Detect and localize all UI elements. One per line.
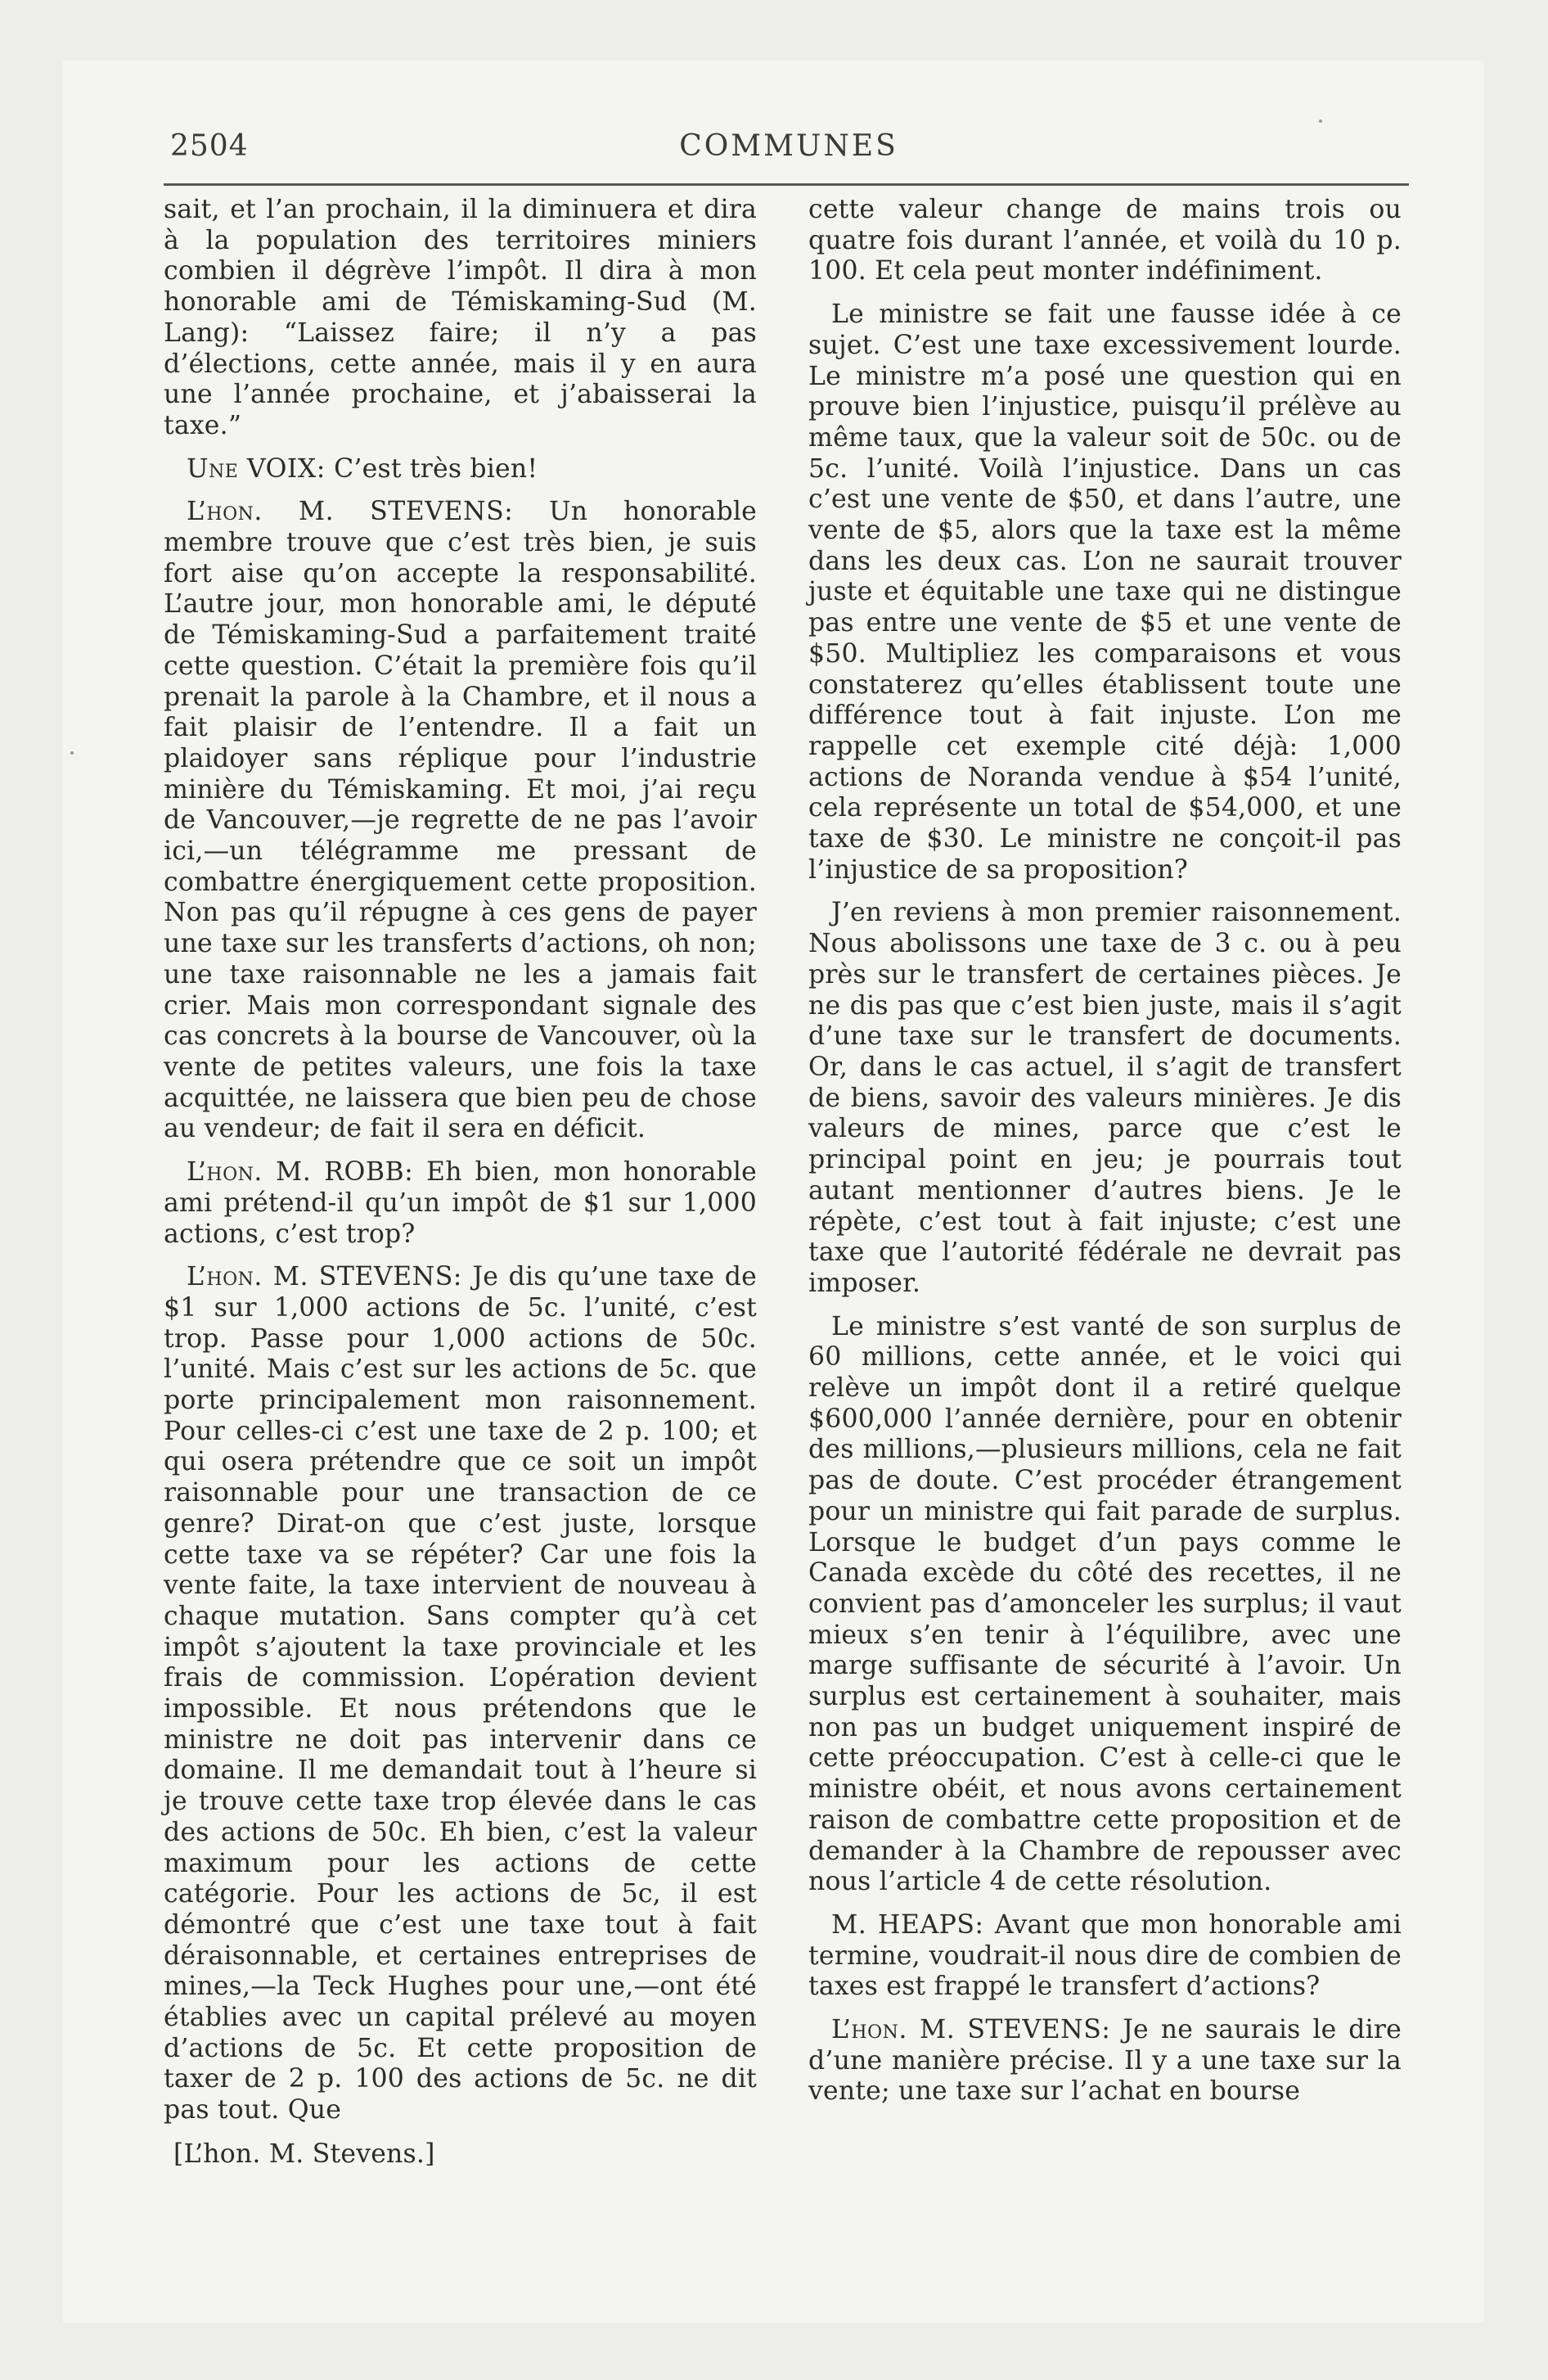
paragraph: [164, 1157, 757, 1250]
paragraph-text: Je ne saurais le dire d’une manière précise. Il y a une taxe sur la vente; une taxe sur l’achat en bourse: [808, 2015, 1402, 2107]
paragraph: [164, 454, 757, 485]
paragraph: [808, 1312, 1402, 1898]
right-column: [808, 195, 1402, 2120]
page-number: 2504: [170, 129, 249, 163]
paragraph: [808, 898, 1402, 1299]
paragraph-text: Avant que mon honorable ami termine, voudrait-il nous dire de combien de taxes est frappé le transfert d’actions?: [808, 1909, 1402, 2002]
paragraph: [808, 2015, 1402, 2107]
paragraph-text: Eh bien, mon honorable ami prétend-il qu’un impôt de $1 sur 1,000 actions, c’est trop?: [164, 1157, 758, 1249]
speaker-name: L’hon. M. STEVENS:: [831, 2015, 1111, 2045]
paragraph: [164, 497, 757, 1145]
speaker-name: L’hon. M. ROBB:: [187, 1157, 414, 1188]
paragraph-text: sait, et l’an prochain, il la diminuera et dira à la population des territoires miniers combien il dégrève l’impôt. Il dira à mon honorable ami de Témiskaming-Sud (M. Lang): “Laissez faire; il n’y a pas d’élections, cette année, mais il y en aura une l’année prochaine, et j’abaisserai la taxe.”: [164, 195, 757, 440]
speaker-name: Une VOIX:: [187, 453, 326, 484]
page-header: [165, 123, 1412, 172]
paragraph-text: cette valeur change de mains trois ou quatre fois durant l’année, et voilà du 10 p. 100. Et cela peut monter indéfiniment.: [808, 195, 1402, 286]
paragraph-text: Le ministre se fait une fausse idée à ce sujet. C’est une taxe excessivement lourde. Le ministre m’a posé une question qui en prouve bien l’injustice, puisqu’il prélève au même taux, que la valeur soit de 50c. ou de 5c. l’unité. Voilà l’injustice. Dans un cas c’est une vente de $50, et dans l’autre, une vente de $5, alors que la taxe est la même dans les deux cas. L’on ne saurait trouver juste et équitable une taxe qui ne distingue pas entre une vente de $5 et une vente de $50. Multipliez les comparaisons et vous constaterez qu’elles établissent toute une différence tout à fait injuste. L’on me rappelle cet exemple cité déjà: 1,000 actions de Noranda vendue à $54 l’unité, cela représente un total de $54,000, et une taxe de $30. Le ministre ne conçoit-il pas l’injustice de sa proposition?: [808, 300, 1402, 885]
scan-speck: [70, 751, 74, 755]
paragraph-text: Un honorable membre trouve que c’est très bien, je suis fort aise qu’on accepte la responsabilité. L’autre jour, mon honorable ami, le député de Témiskaming-Sud a parfaitement traité cette question. C’était la première fois qu’il prenait la parole à la Chambre, et il nous a fait plaisir de l’entendre. Il a fait un plaidoyer sans réplique pour l’industrie minière du Témiskaming. Et moi, j’ai reçu de Vancouver,—je regrette de ne pas l’avoir ici,—un télégramme me pressant de combattre énergiquement cette proposition. Non pas qu’il répugne à ces gens de payer une taxe sur les transferts d’actions, oh non; une taxe raisonnable ne les a jamais fait crier. Mais mon correspondant signale des cas concrets à la bourse de Vancouver, où la vente de petites valeurs, une fois la taxe acquittée, ne laissera que bien peu de chose au vendeur; de fait il sera en déficit.: [164, 497, 757, 1144]
speaker-name: L’hon. M. STEVENS:: [187, 497, 514, 527]
speaker-name: M. HEAPS:: [831, 1909, 984, 1940]
paragraph-text: J’en reviens à mon premier raisonnement. Nous abolissons une taxe de 3 c. ou à peu près sur le transfert de certaines pièces. Je ne dis pas que c’est bien juste, mais il s’agit d’une taxe sur le transfert de documents. Or, dans le cas actuel, il s’agit de transfert de biens, savoir des valeurs minières. Je dis valeurs de mines, parce que c’est le principal point en jeu; je pourrais tout autant mentionner d’autres biens. Je le répète, c’est tout à fait injuste; c’est une taxe que l’autorité fédérale ne devrait pas imposer.: [808, 898, 1402, 1298]
paragraph: [808, 195, 1402, 287]
paragraph-text: C’est très bien!: [334, 453, 538, 484]
scan-speck: [1319, 119, 1322, 123]
paragraph: [164, 1262, 757, 2126]
running-head: COMMUNES: [679, 129, 898, 163]
left-column: [164, 195, 757, 2183]
speaker-footer: [L’hon. M. Stevens.]: [173, 2139, 435, 2169]
header-rule: [164, 183, 1409, 186]
speaker-name: L’hon. M. STEVENS:: [187, 1262, 462, 1292]
paragraph-text: Je dis qu’une taxe de $1 sur 1,000 actions de 5c. l’unité, c’est trop. Passe pour 1,000 actions de 50c. l’unité. Mais c’est sur les actions de 5c. que porte principalement mon raisonnement. Pour celles-ci c’est une taxe de 2 p. 100; et qui osera prétendre que ce soit un impôt raisonnable pour une transaction de ce genre? Dirat-on que c’est juste, lorsque cette taxe va se répéter? Car une fois la vente faite, la taxe intervient de nouveau à chaque mutation. Sans compter qu’à cet impôt s’ajoutent la taxe provinciale et les frais de commission. L’opération devient impossible. Et nous prétendons que le ministre ne doit pas intervenir dans ce domaine. Il me demandait tout à l’heure si je trouve cette taxe trop élevée dans le cas des actions de 50c. Eh bien, c’est la valeur maximum pour les actions de cette catégorie. Pour les actions de 5c, il est démontré que c’est une taxe tout à fait déraisonnable, et certaines entreprises de mines,—la Teck Hughes pour une,—ont été établies avec un capital prélevé au moyen d’actions de 5c. Et cette proposition de taxer de 2 p. 100 des actions de 5c. ne dit pas tout. Que: [164, 1262, 757, 2125]
paragraph-text: Le ministre s’est vanté de son surplus de 60 millions, cette année, et le voici qui relève un impôt dont il a retiré quelque $600,000 l’année dernière, pour en obtenir des millions,—plusieurs millions, cela ne fait pas de doute. C’est procéder étrangement pour un ministre qui fait parade de surplus. Lorsque le budget d’un pays comme le Canada excède du côté des recettes, il ne convient pas d’amonceler les surplus; il vaut mieux s’en tenir à l’équilibre, avec une marge suffisante de sécurité à l’avoir. Un surplus est certainement à souhaiter, mais non pas un budget uniquement inspiré de cette préoccupation. C’est à celle-ci que le ministre obéit, et nous avons certainement raison de combattre cette proposition et de demander à la Chambre de repousser avec nous l’article 4 de cette résolution.: [808, 1311, 1402, 1897]
paragraph: [164, 195, 757, 442]
paragraph: [808, 300, 1402, 886]
paragraph: [808, 1910, 1402, 2003]
